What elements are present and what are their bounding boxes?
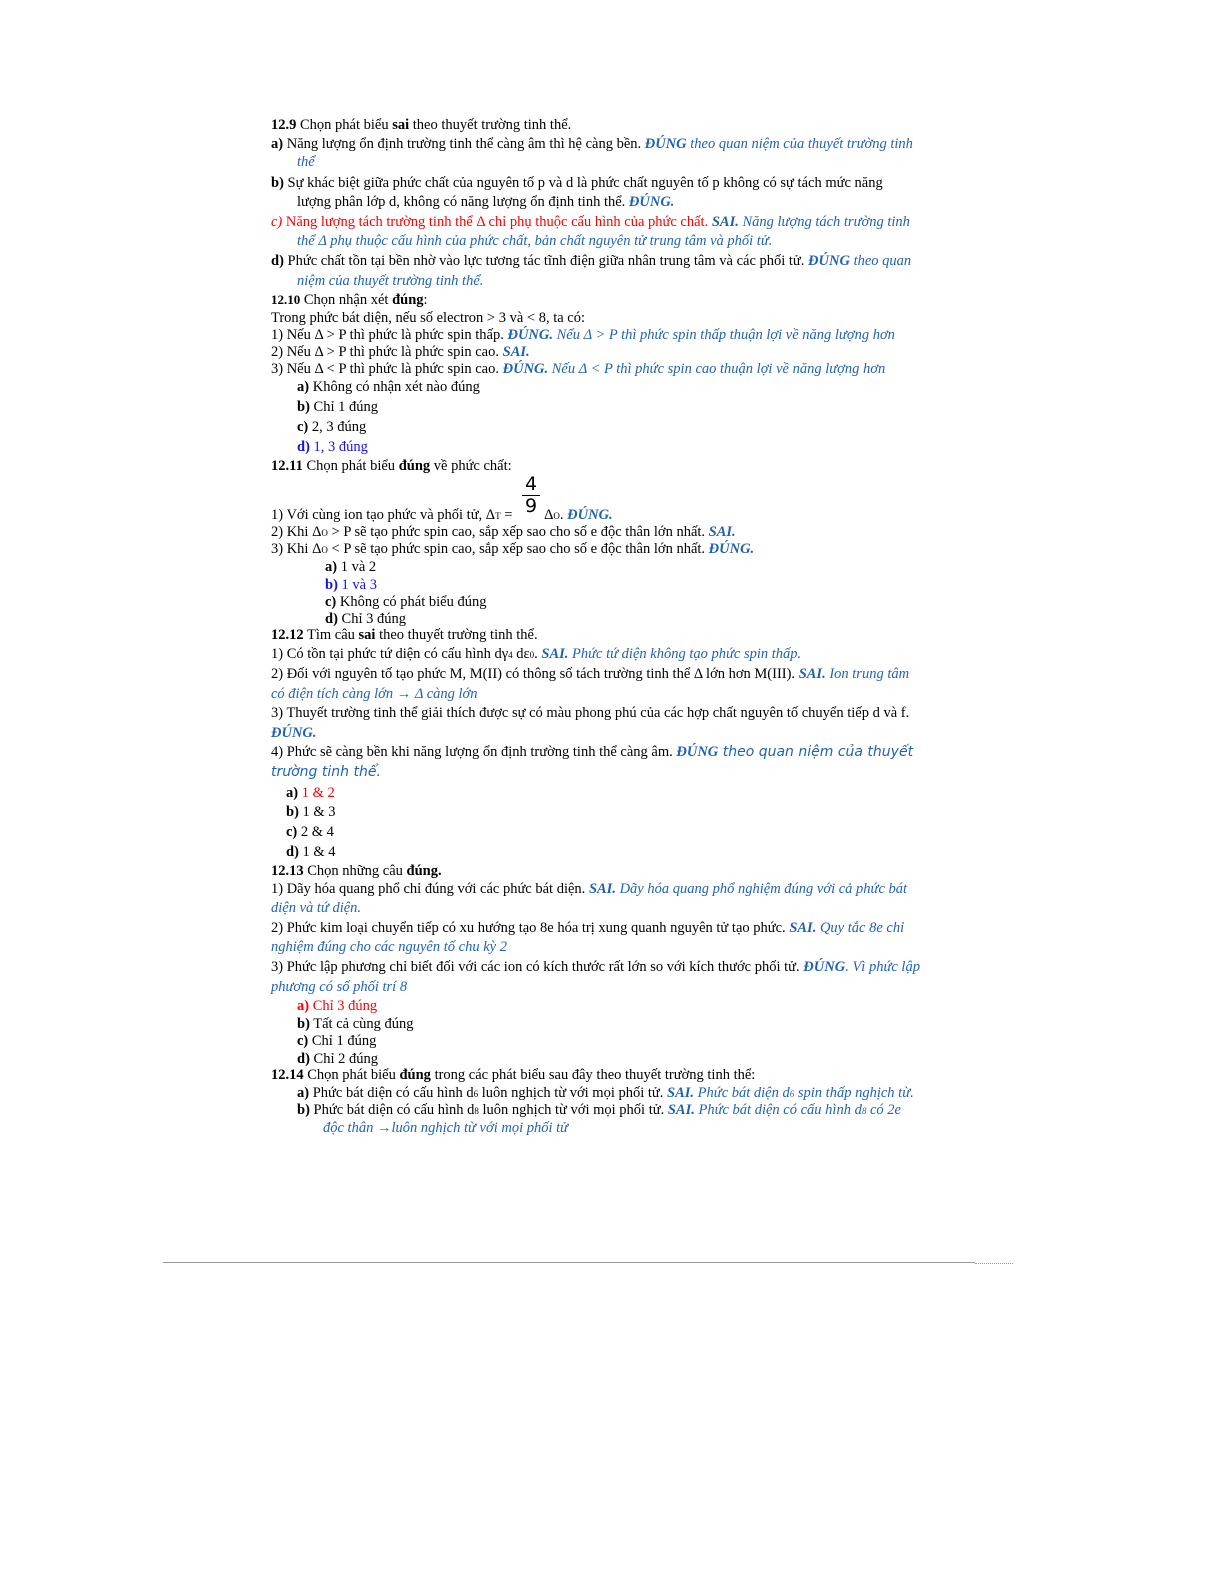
option-label: c)	[297, 419, 309, 435]
verdict: SAI.	[667, 1085, 695, 1101]
q1214-number: 12.14	[271, 1067, 304, 1083]
option-label: d)	[325, 611, 338, 627]
q1212-statement-1	[271, 645, 801, 664]
verdict: ĐÚNG	[676, 744, 719, 760]
stem-keyword: sai	[358, 627, 376, 643]
q129-option-b-cont	[297, 193, 674, 211]
option-text: luôn nghịch từ với mọi phối tử.	[478, 1085, 668, 1101]
explanation: spin thấp nghịch từ.	[794, 1085, 914, 1101]
verdict: SAI.	[789, 920, 817, 936]
footer-rule-dots	[975, 1263, 1013, 1264]
q1212-number: 12.12	[271, 627, 304, 643]
option-label: a)	[271, 136, 284, 152]
option-text: Chỉ 2 đúng	[309, 1051, 378, 1067]
q1211-number: 12.11	[271, 458, 303, 474]
subscript: O	[321, 528, 328, 538]
option-text: Phức bát diện có cấu hình d	[309, 1085, 474, 1101]
verdict: ĐÚNG.	[507, 327, 553, 343]
q1213-statement-3-cont: phương có số phối trí 8	[271, 979, 408, 995]
subscript: O	[321, 545, 328, 555]
q129-option-b	[271, 174, 883, 192]
q1213-stem	[271, 862, 442, 880]
stem-tail: theo thuyết trường tinh thể.	[375, 627, 538, 643]
option-text: Chỉ 1 đúng	[308, 1033, 377, 1049]
option-text: Phức bát diện có cấu hình d	[309, 1102, 475, 1118]
fraction-numerator: 4	[525, 473, 538, 495]
explanation: Phức bát diện có cấu hình d	[694, 1102, 862, 1118]
statement-text: < P sẽ tạo phức spin cao, sắp xếp sao cho số e độc thân lớn nhất.	[327, 541, 709, 557]
verdict: SAI.	[708, 524, 736, 540]
q1213-option-a	[297, 997, 377, 1015]
verdict: SAI.	[798, 666, 826, 682]
statement-text: 2) Nếu Δ > P thì phức là phức spin cao.	[271, 344, 503, 360]
option-text: 2, 3 đúng	[308, 419, 367, 435]
option-label: a)	[297, 998, 310, 1014]
q129-stem	[271, 116, 571, 134]
subscript: 6	[789, 1089, 795, 1099]
verdict: ĐÚNG.	[708, 541, 755, 557]
q1212-option-d	[286, 843, 336, 861]
stem-tail: về phức chất:	[430, 458, 512, 474]
option-text: 2 & 4	[297, 824, 334, 840]
option-text: Không có nhận xét nào đúng	[309, 379, 480, 395]
q1210-statement-1	[271, 326, 895, 344]
q1214-option-b	[297, 1101, 901, 1120]
q129-option-c	[271, 213, 910, 231]
stem-keyword: đúng	[392, 292, 424, 308]
explanation: Phức bát diện d	[694, 1085, 790, 1101]
verdict: ĐÚNG.	[628, 194, 675, 210]
verdict: ĐÚNG	[803, 959, 846, 975]
stem-text: Chọn những câu	[303, 863, 407, 879]
q129-option-d	[271, 252, 911, 270]
option-text: Chỉ 1 đúng	[309, 399, 378, 415]
q1212-statement-2-cont: có điện tích càng lớn → Δ càng lớn	[271, 686, 478, 702]
option-label: c)	[297, 1033, 309, 1049]
q1210-option-a	[297, 378, 480, 396]
q1210-stem	[271, 291, 428, 309]
option-label: b)	[271, 175, 284, 191]
verdict: SAI.	[711, 214, 739, 230]
explanation: theo quan niệm của thuyết	[718, 744, 914, 760]
statement-text: .	[534, 646, 542, 662]
q129-stem-text: Chọn phát biểu	[296, 117, 393, 133]
stem-keyword: đúng.	[406, 863, 442, 879]
statement-text: 3) Khi Δ	[271, 541, 322, 557]
subscript: 8	[474, 1106, 479, 1116]
q1213-statement-1-cont: diện và tứ diện.	[271, 900, 362, 916]
option-label: a)	[297, 379, 310, 395]
statement-text: 1) Có tồn tại phức tứ diện có cấu hình dγ	[271, 646, 509, 662]
explanation: Quy tắc 8e chỉ	[816, 920, 905, 936]
explanation: Phức tứ diện không tạo phức spin thấp.	[568, 646, 802, 662]
q1210-statement-3	[271, 360, 885, 378]
q129-option-a	[271, 135, 913, 153]
q129-keyword: sai	[392, 117, 410, 133]
option-text: Năng lượng ổn định trường tinh thể càng âm thì hệ càng bền.	[283, 136, 645, 152]
statement-text: =	[500, 507, 517, 523]
q1213-statement-1	[271, 880, 907, 898]
statement-text: .	[559, 507, 568, 523]
option-text: 1 & 2	[298, 785, 335, 801]
option-text: 1 và 2	[337, 559, 377, 575]
q1212-stem	[271, 626, 538, 644]
explanation: theo quan	[849, 253, 912, 269]
statement-text: 1) Nếu Δ > P thì phức là phức spin thấp.	[271, 327, 508, 343]
q129-option-d-cont: niệm của thuyết trường tinh thể.	[297, 273, 484, 289]
stem-keyword: đúng	[398, 458, 431, 474]
q1210-option-b	[297, 398, 378, 416]
verdict: ĐÚNG.	[502, 361, 549, 377]
q1210-intro: Trong phức bát diện, nếu số electron > 3 và < 8, ta có:	[271, 310, 586, 326]
q1213-option-c	[297, 1032, 376, 1050]
statement-text: 1) Dãy hóa quang phổ chỉ đúng với các phức bát diện.	[271, 881, 589, 897]
explanation: Nếu Δ > P thì phức spin thấp thuận lợi về năng lượng hơn	[552, 327, 895, 343]
subscript: T	[495, 511, 501, 521]
statement-text: dε	[512, 646, 530, 662]
stem-tail: :	[423, 292, 428, 308]
fraction-denominator: 9	[525, 495, 538, 517]
explanation: . Vì phức lập	[845, 959, 920, 975]
verdict: SAI.	[502, 344, 530, 360]
subscript: 6	[473, 1089, 479, 1099]
explanation: có 2e	[866, 1102, 901, 1118]
stem-text: Chọn phát biểu	[302, 458, 399, 474]
q129-stem-tail: theo thuyết trường tinh thể.	[409, 117, 572, 133]
option-text: Tất cả cùng đúng	[309, 1016, 414, 1032]
explanation: theo quan niệm của thuyết trường tinh	[686, 136, 913, 152]
q1213-statement-3	[271, 958, 920, 976]
option-text: 1 & 4	[298, 844, 336, 860]
explanation: Dãy hóa quang phổ nghiệm đúng với cả phức bát	[615, 881, 908, 897]
explanation: Năng lượng tách trường tinh	[738, 214, 910, 230]
stem-text: Tìm câu	[303, 627, 359, 643]
q129-number: 12.9	[271, 117, 297, 133]
verdict: SAI.	[667, 1102, 695, 1118]
option-text: luôn nghịch từ với mọi phối tử.	[478, 1102, 668, 1118]
statement-text: 3) Nếu Δ < P thì phức là phức spin cao.	[271, 361, 503, 377]
statement-text: 2) Khi Δ	[271, 524, 322, 540]
verdict: SAI.	[588, 881, 616, 897]
q1213-statement-2-cont: nghiệm đúng cho các nguyên tố chu kỳ 2	[271, 939, 507, 955]
option-label: d)	[297, 439, 310, 455]
stem-text: Chọn phát biểu	[303, 1067, 400, 1083]
option-text: lượng phân lớp d, không có năng lượng ổn định tinh thể.	[297, 194, 629, 210]
option-label: d)	[271, 253, 284, 269]
q1213-number: 12.13	[271, 863, 304, 879]
statement-text: 1) Với cùng ion tạo phức và phối tử, Δ	[271, 507, 496, 523]
option-label: c)	[325, 594, 337, 610]
option-label: b)	[297, 399, 310, 415]
option-label: b)	[286, 804, 299, 820]
q1213-option-b	[297, 1015, 414, 1033]
subscript: 8	[861, 1106, 867, 1116]
q1212-option-c	[286, 823, 334, 841]
option-text: Không có phát biểu đúng	[336, 594, 487, 610]
q1212-statement-4-cont: trường tinh thể.	[271, 764, 381, 780]
stem-text: Chọn nhận xét	[300, 292, 393, 308]
option-label: d)	[297, 1051, 310, 1067]
stem-tail: trong các phát biểu sau đây theo thuyết trường tinh thể:	[430, 1067, 756, 1083]
q1212-statement-3: 3) Thuyết trường tinh thể giải thích được sự có màu phong phú của các hợp chất nguyên tố chuyển tiếp d và f.	[271, 705, 910, 721]
option-label: a)	[325, 559, 338, 575]
q1211-option-b	[325, 576, 377, 594]
q1210-option-c	[297, 418, 366, 436]
option-label: b)	[297, 1102, 310, 1118]
option-label: b)	[297, 1016, 310, 1032]
q129-option-a-cont: thể	[297, 154, 315, 170]
verdict: SAI.	[541, 646, 569, 662]
verdict: ĐÚNG	[644, 136, 687, 152]
verdict: ĐÚNG.	[567, 507, 613, 523]
q1210-number: 12.10	[271, 292, 301, 307]
q1212-statement-2	[271, 665, 909, 683]
option-label: a)	[297, 1085, 310, 1101]
footer-rule	[163, 1262, 975, 1263]
q1213-statement-2	[271, 919, 904, 937]
explanation: Ion trung tâm	[825, 666, 910, 682]
statement-text: 2) Phức kim loại chuyển tiếp có xu hướng tạo 8e hóa trị xung quanh nguyên tử tạo phức.	[271, 920, 790, 936]
q1211-stem	[271, 457, 512, 475]
statement-text: 4) Phức sẽ càng bền khi năng lượng ổn định trường tinh thể càng âm.	[271, 744, 677, 760]
statement-text: 3) Phức lập phương chỉ biết đối với các ion có kích thước rất lớn so với kích thước phối tử.	[271, 959, 804, 975]
option-text: 1 & 3	[298, 804, 336, 820]
q1212-statement-4	[271, 743, 913, 761]
q1211-option-c	[325, 593, 486, 611]
option-label: c)	[286, 824, 298, 840]
option-label: a)	[286, 785, 299, 801]
q1214-option-b-cont: độc thân →luôn nghịch từ với mọi phối tử	[323, 1120, 569, 1136]
q1212-option-a	[286, 784, 335, 802]
q1214-stem	[271, 1066, 755, 1084]
subscript: 0	[529, 650, 535, 660]
subscript: 4	[508, 650, 513, 660]
option-label: b)	[325, 577, 338, 593]
q1211-option-a	[325, 558, 376, 576]
option-text: Chỉ 3 đúng	[309, 998, 378, 1014]
option-label: d)	[286, 844, 299, 860]
q1212-statement-3-verdict: ĐÚNG.	[271, 725, 317, 741]
option-label: c)	[271, 214, 283, 230]
stem-keyword: đúng	[399, 1067, 431, 1083]
statement-text: 2) Đối với nguyên tố tạo phức M, M(II) có thông số tách trường tinh thể Δ lớn hơn M(III).	[271, 666, 799, 682]
option-text: 1 và 3	[337, 577, 377, 593]
statement-text: Δ	[544, 507, 554, 523]
q1212-option-b	[286, 803, 336, 821]
q1210-option-d	[297, 438, 368, 456]
q1211-statement-3	[271, 540, 754, 559]
verdict: ĐÚNG	[808, 253, 850, 269]
subscript: O	[553, 511, 560, 521]
q129-option-c-cont: thể Δ phụ thuộc cấu hình của phức chất, bản chất nguyên tử trung tâm và phối tử.	[297, 233, 773, 249]
option-text: Chỉ 3 đúng	[337, 611, 406, 627]
q1210-statement-2	[271, 343, 530, 361]
option-text: 1, 3 đúng	[309, 439, 368, 455]
option-text: Năng lượng tách trường tinh thể Δ chỉ phụ thuộc cấu hình của phức chất.	[282, 214, 712, 230]
option-text: Phức chất tồn tại bền nhờ vào lực tương tác tĩnh điện giữa nhân trung tâm và các phối tử.	[283, 253, 809, 269]
statement-text: > P sẽ tạo phức spin cao, sắp xếp sao cho số e độc thân lớn nhất.	[327, 524, 709, 540]
explanation: Nếu Δ < P thì phức spin cao thuận lợi về năng lượng hơn	[548, 361, 886, 377]
option-text: Sự khác biệt giữa phức chất của nguyên tố p và d là phức chất nguyên tố p không có sự tách mức năng	[283, 175, 883, 191]
